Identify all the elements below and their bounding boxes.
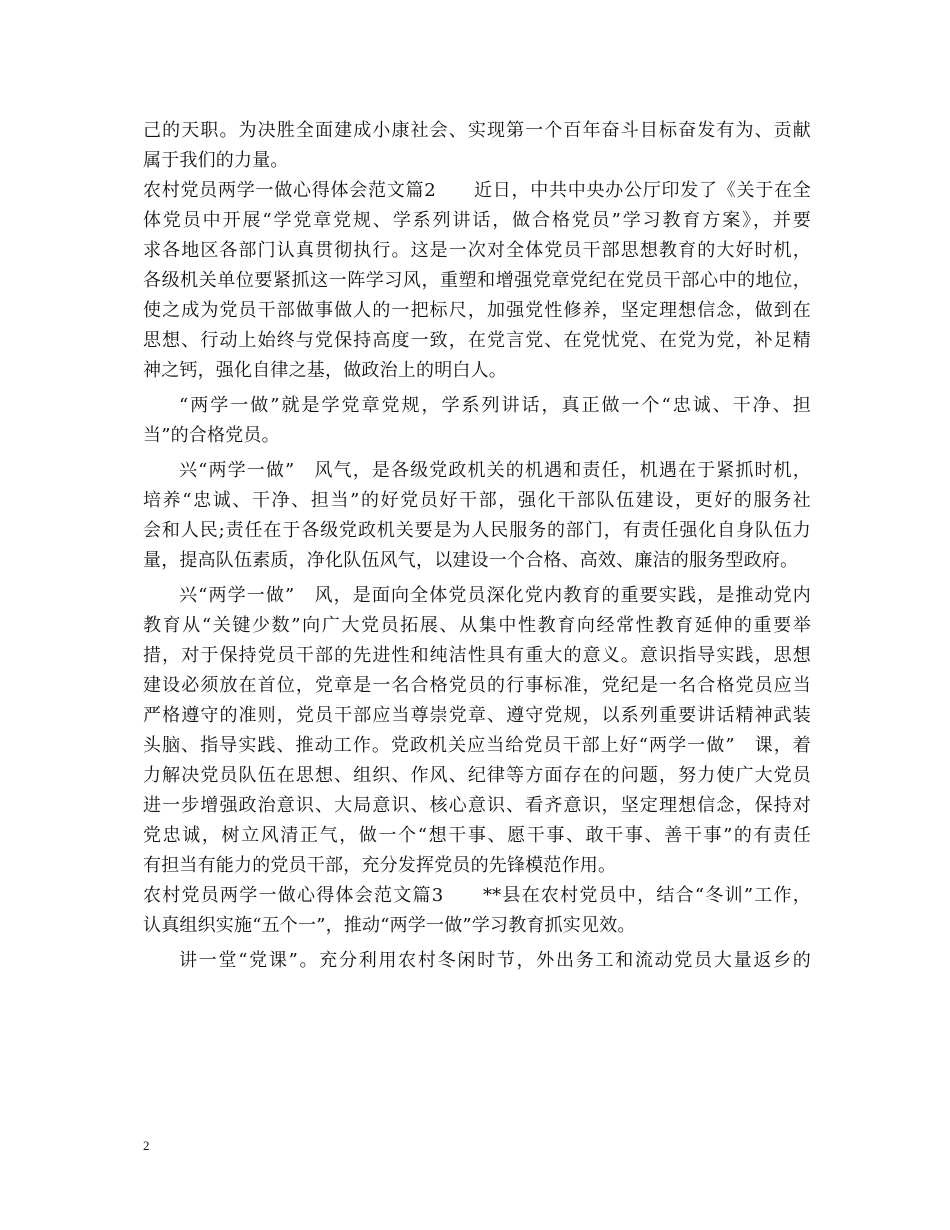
text-line: 体党员中开展“学党章党规、学系列讲话，做合格党员”学习教育方案》，并要 [143,210,811,231]
text-line: 属于我们的力量。 [143,150,289,171]
document-body [143,116,811,976]
text-line: 认真组织实施“五个一”，推动“两学一做”学习教育抓实见效。 [143,915,636,936]
text-line: 农村党员两学一做心得体会范文篇2 近日，中共中央办公厅印发了《关于在全 [143,180,811,201]
text-line: 培养“忠诚、干净、担当”的好党员好干部，强化干部队伍建设，更好的服务社 [143,490,811,511]
text-line: 神之钙，强化自律之基，做政治上的明白人。 [143,360,507,381]
text-line: 进一步增强政治意识、大局意识、核心意识、看齐意识，坚定理想信念，保持对 [143,795,811,816]
text-line: 农村党员两学一做心得体会范文篇3 **县在农村党员中，结合“冬训”工作， [143,885,811,906]
text-line: 量，提高队伍素质，净化队伍风气，以建设一个合格、高效、廉洁的服务型政府。 [143,550,799,571]
text-line: 严格遵守的准则，党员干部应当尊崇党章、遵守党规，以系列重要讲话精神武装 [143,705,811,726]
page-number: 2 [143,1138,150,1153]
text-line: 力解决党员队伍在思想、组织、作风、纪律等方面存在的问题，努力使广大党员 [143,765,811,786]
text-line: 头脑、指导实践、推动工作。党政机关应当给党员干部上好“两学一做” 课，着 [143,735,811,756]
text-line: 有担当有能力的党员干部，充分发挥党员的先锋模范作用。 [143,855,617,876]
text-line: 己的天职。为决胜全面建成小康社会、实现第一个百年奋斗目标奋发有为、贡献 [143,120,811,141]
text-line: 建设必须放在首位，党章是一名合格党员的行事标准，党纪是一名合格党员应当 [143,675,811,696]
text-line: 讲一堂“党课”。充分利用农村冬闲时节，外出务工和流动党员大量返乡的 [179,950,811,971]
text-line: 会和人民;责任在于各级党政机关要是为人民服务的部门，有责任强化自身队伍力 [143,520,811,541]
text-line: 党忠诚，树立风清正气，做一个“想干事、愿干事、敢干事、善干事”的有责任 [143,825,811,846]
text-line: 兴“两学一做” 风，是面向全体党员深化党内教育的重要实践，是推动党内 [179,585,811,606]
text-line: 思想、行动上始终与党保持高度一致，在党言党、在党忧党、在党为党，补足精 [143,330,811,351]
text-line: 各级机关单位要紧抓这一阵学习风，重塑和增强党章党纪在党员干部心中的地位， [143,270,811,291]
text-line: 教育从“关键少数”向广大党员拓展、从集中性教育向经常性教育延伸的重要举 [143,615,811,636]
text-line: 措，对于保持党员干部的先进性和纯洁性具有重大的意义。意识指导实践，思想 [143,645,811,666]
text-line: 兴“两学一做” 风气，是各级党政机关的机遇和责任，机遇在于紧抓时机， [179,460,811,481]
text-line: 求各地区各部门认真贯彻执行。这是一次对全体党员干部思想教育的大好时机， [143,240,811,261]
text-line: 当”的合格党员。 [143,425,280,446]
text-line: 使之成为党员干部做事做人的一把标尺，加强党性修养，坚定理想信念，做到在 [143,300,811,321]
text-line: “两学一做”就是学党章党规，学系列讲话，真正做一个“忠诚、干净、担 [179,395,811,416]
